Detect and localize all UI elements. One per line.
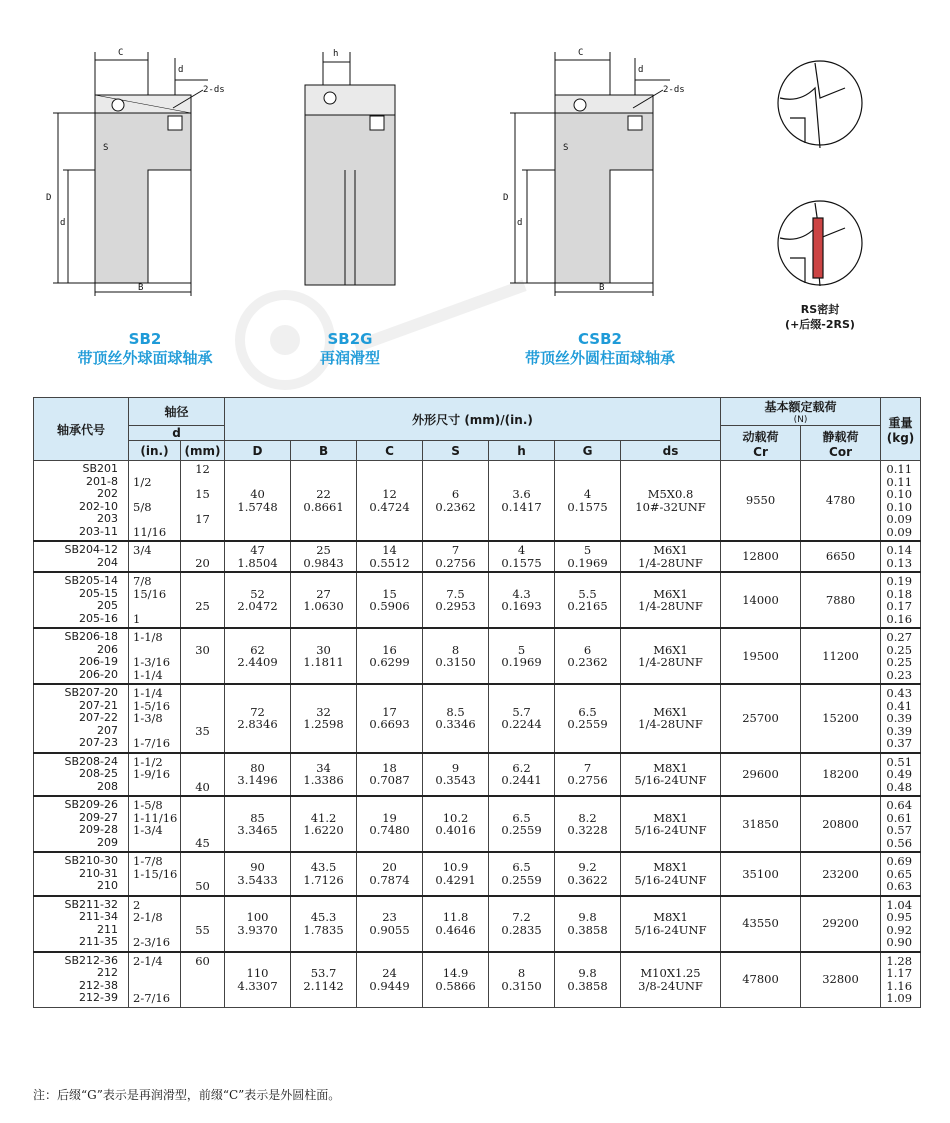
dim-D-cell: 47 1.8504 <box>225 541 291 572</box>
shaft-mm-cell: 50 <box>181 852 225 896</box>
csb2-description: 带顶丝外圆柱面球轴承 <box>524 349 675 367</box>
dim-B-cell: 45.3 1.7835 <box>291 896 357 952</box>
header-cor-label: 静载荷 <box>822 429 859 444</box>
load-cor-cell: 23200 <box>801 852 881 896</box>
shaft-mm-cell: 20 <box>181 541 225 572</box>
bearing-codes-cell: SB212-36 212 212-38 212-39 <box>34 952 129 1008</box>
shaft-inch-cell: 1-1/2 1-9/16 <box>129 753 181 797</box>
dim-h-cell: 6.5 0.2559 <box>489 796 555 852</box>
table-row <box>34 753 921 797</box>
table-row <box>34 461 921 542</box>
table-row <box>34 852 921 896</box>
header-code: 轴承代号 <box>34 398 129 461</box>
rs-caption-line2: (+后缀-2RS) <box>785 318 855 331</box>
dim-ds-cell: M6X1 1/4-28UNF <box>621 541 721 572</box>
shaft-mm-cell: 55 <box>181 896 225 952</box>
header-load <box>721 398 881 426</box>
dim-h-cell: 7.2 0.2835 <box>489 896 555 952</box>
bearing-codes-cell: SB201 201-8 202 202-10 203 203-11 <box>34 461 129 542</box>
dim-G-cell: 6.5 0.2559 <box>555 684 621 753</box>
svg-text:B: B <box>138 283 144 293</box>
dim-h-cell: 4 0.1575 <box>489 541 555 572</box>
dim-D-cell: 110 4.3307 <box>225 952 291 1008</box>
dim-C-cell: 17 0.6693 <box>357 684 423 753</box>
header-cor-symbol: Cor <box>829 444 852 459</box>
header-ds: ds <box>621 441 721 461</box>
header-weight-unit: (kg) <box>886 430 915 445</box>
dim-h-cell: 5 0.1969 <box>489 628 555 684</box>
dim-ds-cell: M8X1 5/16-24UNF <box>621 852 721 896</box>
dim-C-cell: 23 0.9055 <box>357 896 423 952</box>
load-cor-cell: 32800 <box>801 952 881 1008</box>
header-h: h <box>489 441 555 461</box>
shaft-inch-cell: 1-1/4 1-5/16 1-3/8 1-7/16 <box>129 684 181 753</box>
dim-S-cell: 8 0.3150 <box>423 628 489 684</box>
weight-cell: 0.14 0.13 <box>881 541 921 572</box>
svg-text:D: D <box>46 193 52 203</box>
svg-text:h: h <box>333 49 339 59</box>
shaft-mm-cell: 12 15 17 <box>181 461 225 542</box>
weight-cell: 0.64 0.61 0.57 0.56 <box>881 796 921 852</box>
header-mm: (mm) <box>181 441 225 461</box>
svg-text:d: d <box>60 218 66 228</box>
table-row <box>34 796 921 852</box>
bearing-codes-cell: SB211-32 211-34 211 211-35 <box>34 896 129 952</box>
header-D: D <box>225 441 291 461</box>
shaft-mm-cell: 35 <box>181 684 225 753</box>
dim-ds-cell: M5X0.8 10#-32UNF <box>621 461 721 542</box>
header-cr-symbol: Cr <box>753 444 768 459</box>
dim-h-cell: 6.5 0.2559 <box>489 852 555 896</box>
weight-cell: 0.19 0.18 0.17 0.16 <box>881 572 921 628</box>
dim-ds-cell: M10X1.25 3/8-24UNF <box>621 952 721 1008</box>
table-row <box>34 572 921 628</box>
header-in: (in.) <box>129 441 181 461</box>
svg-text:B: B <box>599 283 605 293</box>
table-row <box>34 896 921 952</box>
load-cor-cell: 15200 <box>801 684 881 753</box>
shaft-inch-cell: 1/2 5/8 11/16 <box>129 461 181 542</box>
dim-C-cell: 15 0.5906 <box>357 572 423 628</box>
bearing-codes-cell: SB209-26 209-27 209-28 209 <box>34 796 129 852</box>
dim-C-cell: 14 0.5512 <box>357 541 423 572</box>
dim-h-cell: 8 0.3150 <box>489 952 555 1008</box>
dim-D-cell: 52 2.0472 <box>225 572 291 628</box>
svg-text:S: S <box>103 143 109 153</box>
dim-B-cell: 25 0.9843 <box>291 541 357 572</box>
sb2g-drawing <box>295 40 405 300</box>
sb2-drawing <box>38 40 228 300</box>
load-cor-cell: 4780 <box>801 461 881 542</box>
load-cor-cell: 29200 <box>801 896 881 952</box>
svg-text:C: C <box>118 48 124 58</box>
weight-cell: 1.04 0.95 0.92 0.90 <box>881 896 921 952</box>
bearing-codes-cell: SB206-18 206 206-19 206-20 <box>34 628 129 684</box>
bearing-codes-cell: SB210-30 210-31 210 <box>34 852 129 896</box>
dim-G-cell: 7 0.2756 <box>555 753 621 797</box>
dim-D-cell: 72 2.8346 <box>225 684 291 753</box>
shaft-inch-cell: 7/8 15/16 1 <box>129 572 181 628</box>
svg-text:D: D <box>503 193 509 203</box>
csb2-caption <box>480 330 720 368</box>
dim-B-cell: 22 0.8661 <box>291 461 357 542</box>
shaft-mm-cell: 25 <box>181 572 225 628</box>
dim-S-cell: 8.5 0.3346 <box>423 684 489 753</box>
header-C: C <box>357 441 423 461</box>
shaft-inch-cell: 1-7/8 1-15/16 <box>129 852 181 896</box>
shaft-inch-cell: 1-5/8 1-11/16 1-3/4 <box>129 796 181 852</box>
shaft-mm-cell: 40 <box>181 753 225 797</box>
header-load-unit: (N) <box>793 415 808 425</box>
load-cor-cell: 18200 <box>801 753 881 797</box>
dim-ds-cell: M8X1 5/16-24UNF <box>621 896 721 952</box>
dim-h-cell: 5.7 0.2244 <box>489 684 555 753</box>
shaft-mm-cell: 60 <box>181 952 225 1008</box>
svg-text:2-ds: 2-ds <box>663 85 685 95</box>
header-weight-title: 重量 <box>888 415 913 430</box>
weight-cell: 0.11 0.11 0.10 0.10 0.09 0.09 <box>881 461 921 542</box>
dim-G-cell: 9.2 0.3622 <box>555 852 621 896</box>
dim-D-cell: 40 1.5748 <box>225 461 291 542</box>
header-d: d <box>129 426 225 441</box>
header-cr-label: 动载荷 <box>742 429 779 444</box>
csb2-drawing <box>495 40 695 300</box>
bearing-codes-cell: SB207-20 207-21 207-22 207 207-23 <box>34 684 129 753</box>
dim-B-cell: 34 1.3386 <box>291 753 357 797</box>
bearing-codes-cell: SB208-24 208-25 208 <box>34 753 129 797</box>
table-body <box>34 461 921 1008</box>
dim-B-cell: 27 1.0630 <box>291 572 357 628</box>
table-row <box>34 684 921 753</box>
header-S: S <box>423 441 489 461</box>
dim-ds-cell: M8X1 5/16-24UNF <box>621 796 721 852</box>
header-cr <box>721 426 801 461</box>
shaft-inch-cell: 2 2-1/8 2-3/16 <box>129 896 181 952</box>
rs-caption <box>770 302 870 332</box>
dim-G-cell: 9.8 0.3858 <box>555 952 621 1008</box>
dim-C-cell: 18 0.7087 <box>357 753 423 797</box>
dim-D-cell: 100 3.9370 <box>225 896 291 952</box>
dim-S-cell: 7.5 0.2953 <box>423 572 489 628</box>
table-row <box>34 541 921 572</box>
rs-seal-detail <box>775 58 865 298</box>
dim-h-cell: 4.3 0.1693 <box>489 572 555 628</box>
shaft-inch-cell: 2-1/4 2-7/16 <box>129 952 181 1008</box>
load-cor-cell: 7880 <box>801 572 881 628</box>
shaft-inch-cell: 3/4 <box>129 541 181 572</box>
svg-text:d: d <box>638 65 644 75</box>
header-B: B <box>291 441 357 461</box>
header-dimensions: 外形尺寸 (mm)/(in.) <box>225 398 721 441</box>
dim-C-cell: 20 0.7874 <box>357 852 423 896</box>
dim-G-cell: 5 0.1969 <box>555 541 621 572</box>
dim-G-cell: 8.2 0.3228 <box>555 796 621 852</box>
header-G: G <box>555 441 621 461</box>
dim-B-cell: 30 1.1811 <box>291 628 357 684</box>
load-cr-cell: 31850 <box>721 796 801 852</box>
dim-S-cell: 11.8 0.4646 <box>423 896 489 952</box>
dim-D-cell: 80 3.1496 <box>225 753 291 797</box>
load-cr-cell: 14000 <box>721 572 801 628</box>
load-cr-cell: 35100 <box>721 852 801 896</box>
dim-C-cell: 24 0.9449 <box>357 952 423 1008</box>
header-cor <box>801 426 881 461</box>
sb2g-code: SB2G <box>327 330 373 348</box>
dim-h-cell: 3.6 0.1417 <box>489 461 555 542</box>
header-load-title: 基本额定载荷 <box>764 400 837 414</box>
sb2-code: SB2 <box>128 330 162 348</box>
dim-D-cell: 90 3.5433 <box>225 852 291 896</box>
load-cr-cell: 47800 <box>721 952 801 1008</box>
dim-B-cell: 53.7 2.1142 <box>291 952 357 1008</box>
dim-C-cell: 12 0.4724 <box>357 461 423 542</box>
sb2g-caption <box>290 330 410 368</box>
load-cr-cell: 25700 <box>721 684 801 753</box>
sb2-caption <box>30 330 260 368</box>
dim-S-cell: 6 0.2362 <box>423 461 489 542</box>
load-cor-cell: 6650 <box>801 541 881 572</box>
weight-cell: 0.43 0.41 0.39 0.39 0.37 <box>881 684 921 753</box>
svg-text:S: S <box>563 143 569 153</box>
load-cr-cell: 9550 <box>721 461 801 542</box>
csb2-code: CSB2 <box>578 330 622 348</box>
svg-text:d: d <box>517 218 523 228</box>
dim-G-cell: 5.5 0.2165 <box>555 572 621 628</box>
bearing-spec-table <box>33 397 921 1008</box>
weight-cell: 0.69 0.65 0.63 <box>881 852 921 896</box>
load-cr-cell: 43550 <box>721 896 801 952</box>
dim-G-cell: 4 0.1575 <box>555 461 621 542</box>
shaft-mm-cell: 30 <box>181 628 225 684</box>
dim-G-cell: 6 0.2362 <box>555 628 621 684</box>
dim-S-cell: 9 0.3543 <box>423 753 489 797</box>
shaft-mm-cell: 45 <box>181 796 225 852</box>
dim-B-cell: 43.5 1.7126 <box>291 852 357 896</box>
dim-S-cell: 14.9 0.5866 <box>423 952 489 1008</box>
dim-S-cell: 10.9 0.4291 <box>423 852 489 896</box>
dim-B-cell: 41.2 1.6220 <box>291 796 357 852</box>
dim-C-cell: 19 0.7480 <box>357 796 423 852</box>
bearing-codes-cell: SB205-14 205-15 205 205-16 <box>34 572 129 628</box>
table-row <box>34 952 921 1008</box>
dim-ds-cell: M8X1 5/16-24UNF <box>621 753 721 797</box>
dim-B-cell: 32 1.2598 <box>291 684 357 753</box>
dim-D-cell: 85 3.3465 <box>225 796 291 852</box>
sb2-description: 带顶丝外球面球轴承 <box>77 349 213 367</box>
footnote: 注：后缀“G”表示是再润滑型，前缀“C”表示是外圆柱面。 <box>33 1088 341 1102</box>
load-cr-cell: 29600 <box>721 753 801 797</box>
load-cor-cell: 11200 <box>801 628 881 684</box>
dim-ds-cell: M6X1 1/4-28UNF <box>621 628 721 684</box>
svg-text:d: d <box>178 65 184 75</box>
dim-G-cell: 9.8 0.3858 <box>555 896 621 952</box>
svg-text:2-ds: 2-ds <box>203 85 225 95</box>
dim-ds-cell: M6X1 1/4-28UNF <box>621 572 721 628</box>
header-shaft: 轴径 <box>129 398 225 426</box>
dim-ds-cell: M6X1 1/4-28UNF <box>621 684 721 753</box>
dim-D-cell: 62 2.4409 <box>225 628 291 684</box>
sb2g-description: 再润滑型 <box>319 349 380 367</box>
shaft-inch-cell: 1-1/8 1-3/16 1-1/4 <box>129 628 181 684</box>
weight-cell: 0.27 0.25 0.25 0.23 <box>881 628 921 684</box>
load-cr-cell: 19500 <box>721 628 801 684</box>
dim-h-cell: 6.2 0.2441 <box>489 753 555 797</box>
load-cr-cell: 12800 <box>721 541 801 572</box>
dim-S-cell: 10.2 0.4016 <box>423 796 489 852</box>
rs-caption-line1: RS密封 <box>800 303 840 316</box>
header-weight <box>881 398 921 461</box>
bearing-codes-cell: SB204-12 204 <box>34 541 129 572</box>
load-cor-cell: 20800 <box>801 796 881 852</box>
weight-cell: 1.28 1.17 1.16 1.09 <box>881 952 921 1008</box>
dim-C-cell: 16 0.6299 <box>357 628 423 684</box>
dim-S-cell: 7 0.2756 <box>423 541 489 572</box>
svg-text:C: C <box>578 48 584 58</box>
table-row <box>34 628 921 684</box>
weight-cell: 0.51 0.49 0.48 <box>881 753 921 797</box>
